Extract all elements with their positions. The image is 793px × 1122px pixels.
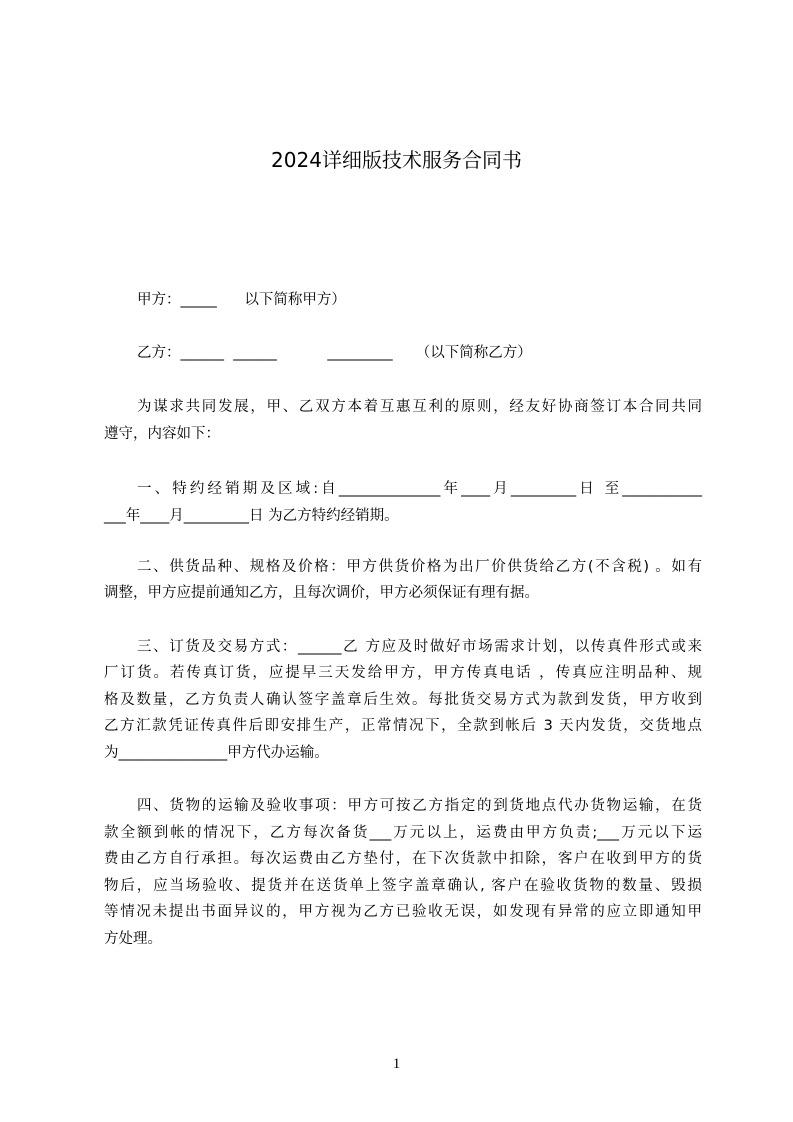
document-title: 2024详细版技术服务合同书 (271, 148, 522, 172)
section-4-line: 方处理。 (104, 931, 162, 947)
section-2-line: 二、供货品种、规格及价格：甲方供货价格为出厂价供货给乙方(不含税) 。如有 (137, 559, 702, 575)
section-1-line: ___年____月_________日 为乙方特约经销期。 (104, 508, 399, 524)
section-4-line: 款全额到帐的情况下，乙方每次备货___万元以上，运费由甲方负责;___万元以下运 (104, 825, 702, 841)
section-4-line: 物后，应当场验收、提货并在送货单上签字盖章确认, 客户在验收货物的数量、毁损 (104, 878, 702, 894)
section-4-line: 等情况未提出书面异议的，甲方视为乙方已验收无误，如发现有异常的应立即通知甲 (104, 904, 702, 920)
section-3-line: 格及数量，乙方负责人确认签字盖章后生效。每批货交易方式为款到发货，甲方收到 (104, 692, 702, 708)
intro-line: 遵守，内容如下： (104, 426, 220, 442)
section-3-line: 为_______________甲方代办运输。 (104, 745, 329, 761)
section-3-line: 乙方汇款凭证传真件后即安排生产，正常情况下，全款到帐后 3 天内发货，交货地点 (104, 718, 702, 734)
section-4-line: 费由乙方自行承担。每次运费由乙方垫付，在下次货款中扣除，客户在收到甲方的货 (104, 851, 702, 867)
intro-line: 为谋求共同发展，甲、乙双方本着互惠互利的原则，经友好协商签订本合同共同 (137, 399, 702, 415)
section-3-line: 三、订货及交易方式：______乙 方应及时做好市场需求计划，以传真件形式或来 (137, 639, 702, 655)
section-4-line: 四、货物的运输及验收事项：甲方可按乙方指定的到货地点代办货物运输，在货 (137, 798, 702, 814)
section-2-line: 调整，甲方应提前通知乙方，且每次调价，甲方必须保证有理有据。 (104, 585, 539, 601)
party-a-line: 甲方：_____ 以下简称甲方） (137, 292, 346, 308)
party-b-line: 乙方：______ ______ _________ （以下简称乙方） (137, 345, 532, 361)
section-1-line: 一、特约经销期及区域:自______________年____月_________日 至___________ (137, 481, 702, 497)
page-number: 1 (392, 1056, 401, 1072)
section-3-line: 厂订货。若传真订货，应提早三天发给甲方，甲方传真电话 ，传真应注明品种、规 (104, 665, 702, 681)
